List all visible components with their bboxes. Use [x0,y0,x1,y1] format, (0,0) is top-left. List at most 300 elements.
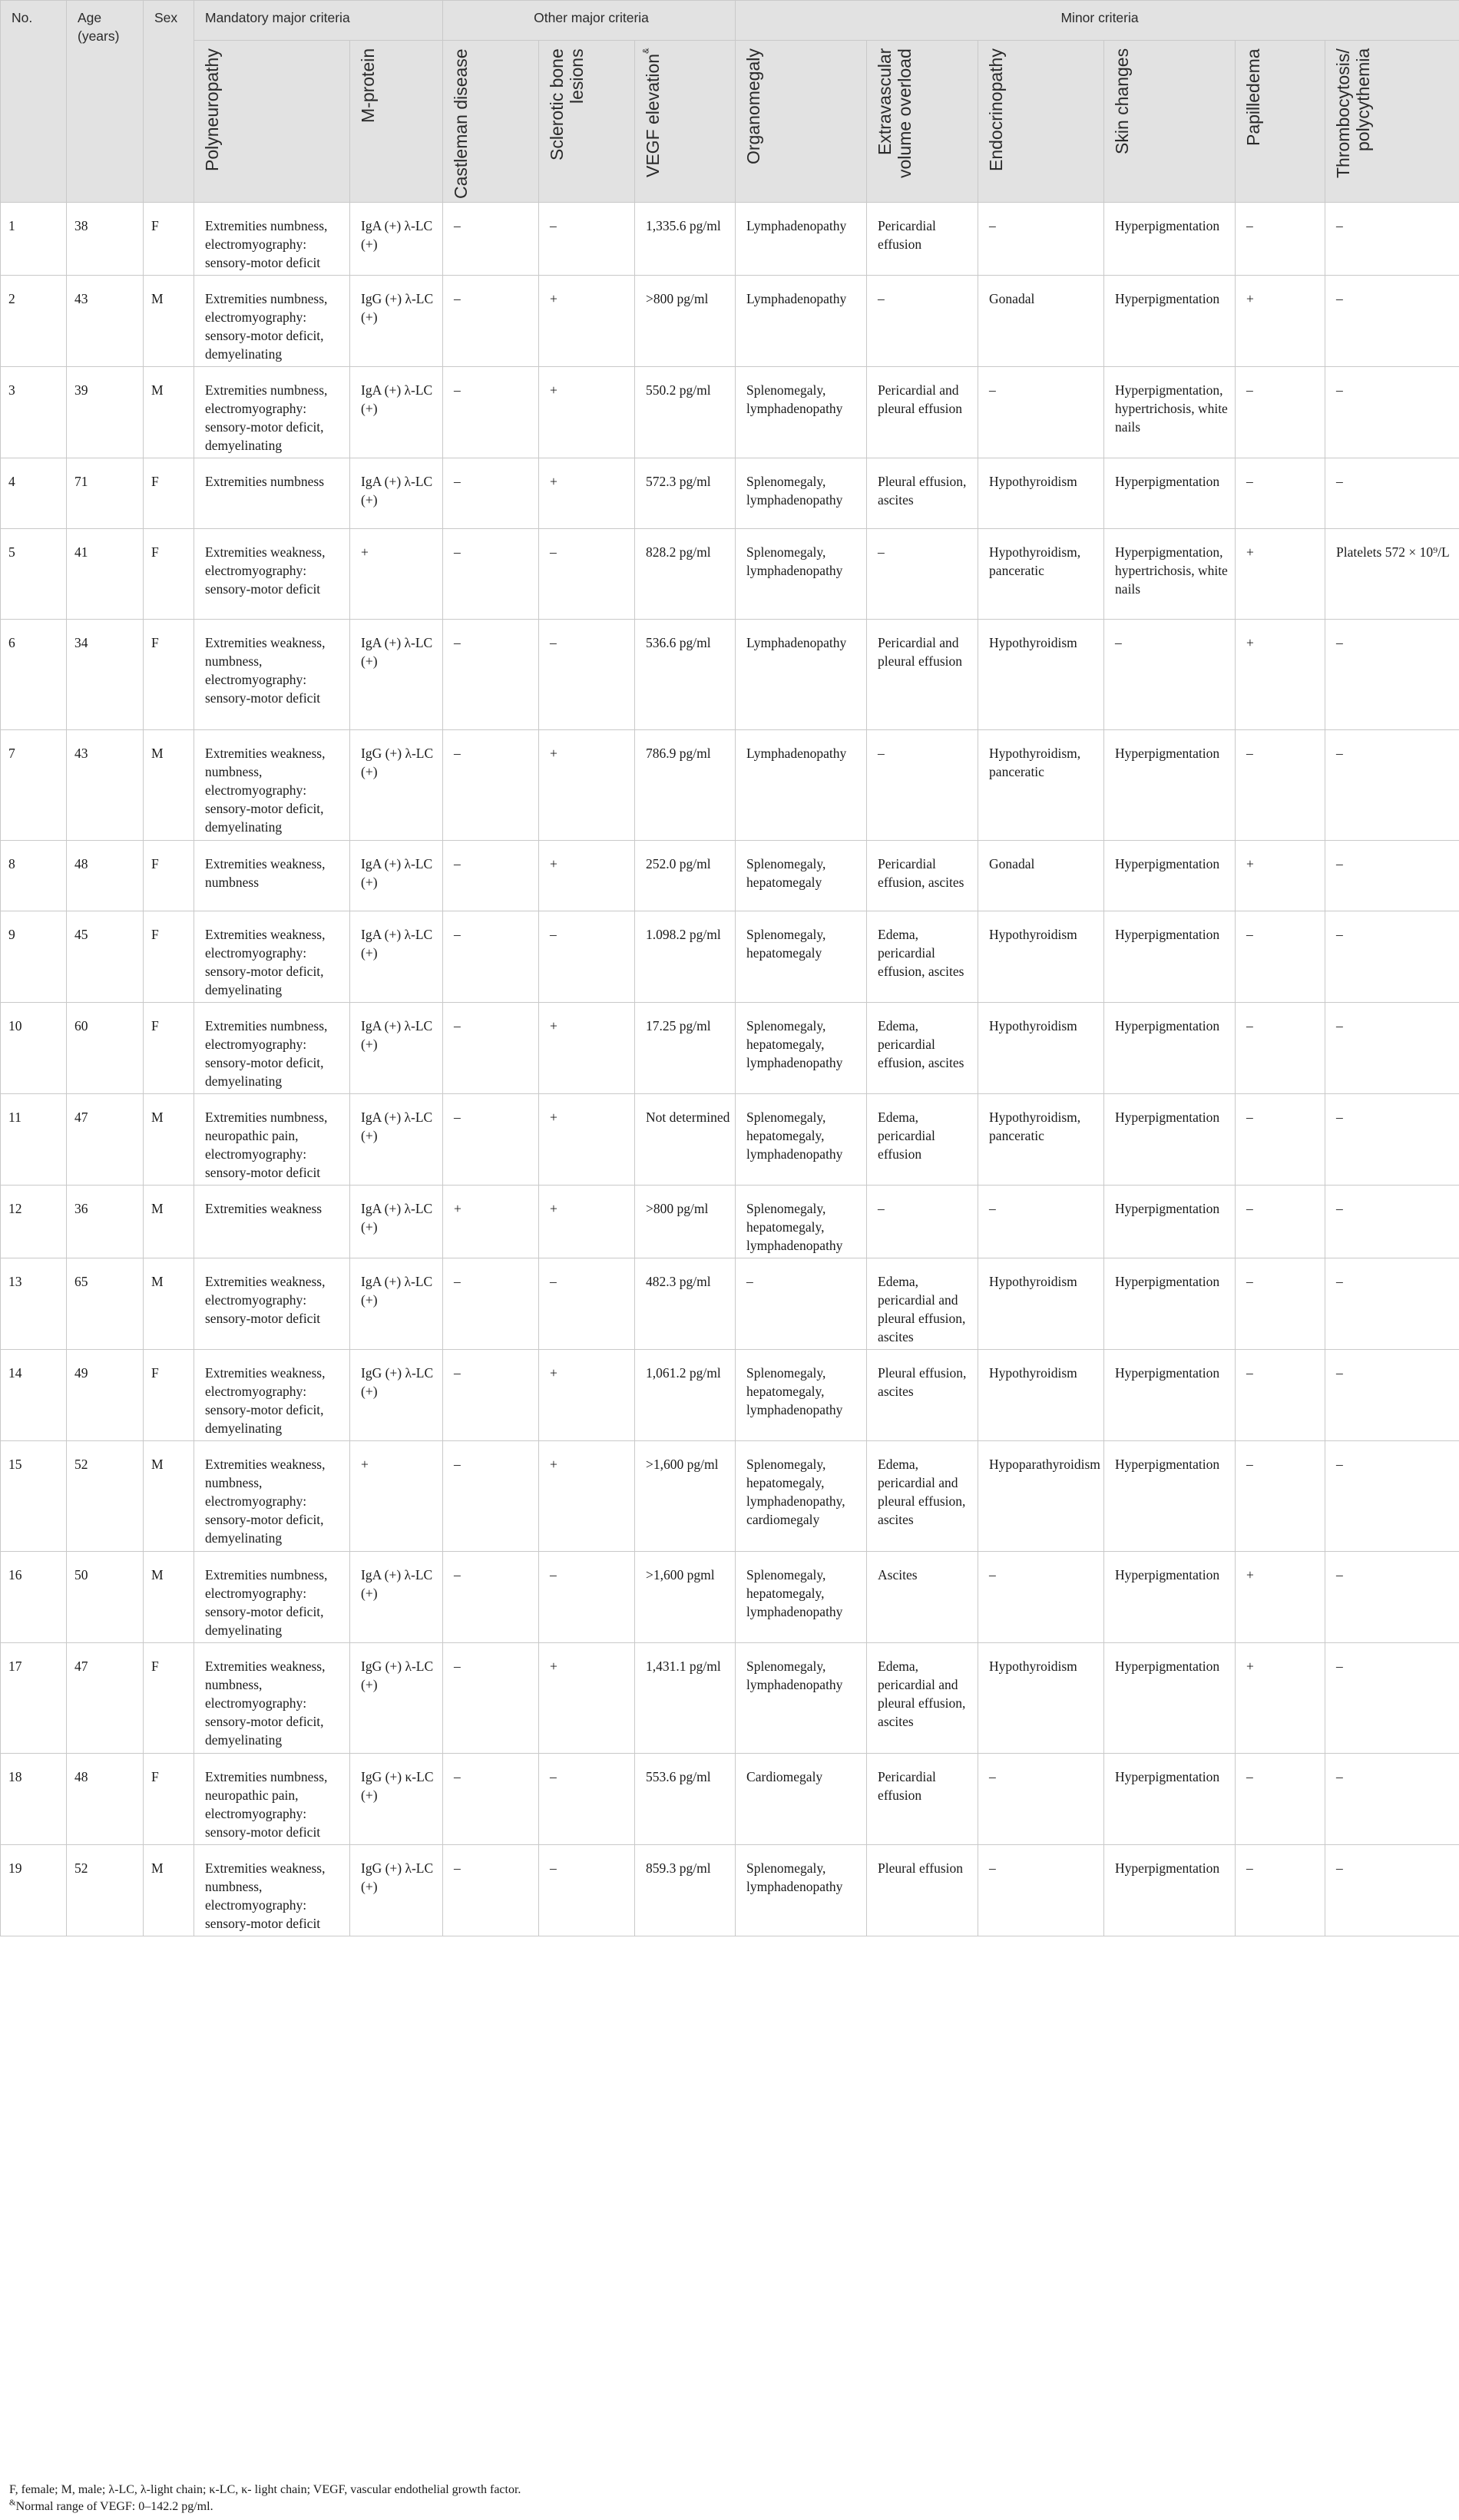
footnote-vegf: &Normal range of VEGF: 0–142.2 pg/ml. [9,2498,213,2513]
cell-sclerotic: – [539,529,635,620]
header-thrombocytosis: Thrombocytosis/ polycythemia [1325,41,1459,203]
cell-skin-changes: Hyperpigmentation [1104,1003,1236,1094]
cell-vegf: 17.25 pg/ml [635,1003,736,1094]
cell-polyneuropathy: Extremities weakness, numbness, electromyography: sensory-motor deficit, demyelinating [194,730,350,841]
cell-endocrinopathy: Hypothyroidism [978,1003,1104,1094]
cell-no: 6 [1,620,67,730]
cell-castleman: – [443,911,539,1003]
cell-sclerotic: – [539,1552,635,1643]
cell-no: 14 [1,1350,67,1441]
cell-m-protein: IgA (+) λ-LC (+) [350,1003,443,1094]
cell-castleman: – [443,1441,539,1552]
cell-castleman: – [443,730,539,841]
cell-extravascular: Pericardial and pleural effusion [867,620,978,730]
table-row [1,458,1459,529]
cell-endocrinopathy: – [978,1754,1104,1845]
cell-skin-changes: Hyperpigmentation, hypertrichosis, white nails [1104,367,1236,458]
cell-no: 2 [1,276,67,367]
cell-sex: F [144,1350,194,1441]
cell-organomegaly: Lymphadenopathy [736,203,867,276]
cell-thrombocytosis: – [1325,1441,1459,1552]
cell-sclerotic: – [539,911,635,1003]
cell-sex: F [144,1754,194,1845]
header-m-protein: M-protein [350,41,443,203]
cell-age: 52 [67,1845,144,1936]
cell-m-protein: IgA (+) λ-LC (+) [350,1258,443,1350]
cell-thrombocytosis: – [1325,1754,1459,1845]
cell-castleman: – [443,1094,539,1186]
cell-polyneuropathy: Extremities weakness, electromyography: sensory-motor deficit [194,1258,350,1350]
cell-polyneuropathy: Extremities numbness, electromyography: sensory-motor deficit [194,203,350,276]
cell-castleman: – [443,1643,539,1754]
table-row [1,1643,1459,1754]
cell-m-protein: IgG (+) λ-LC (+) [350,1643,443,1754]
cell-no: 7 [1,730,67,841]
cell-papilledema: – [1236,1258,1325,1350]
table-row [1,1754,1459,1845]
cell-endocrinopathy: – [978,367,1104,458]
cell-sclerotic: + [539,1094,635,1186]
cell-endocrinopathy: Hypothyroidism [978,1350,1104,1441]
cell-skin-changes: Hyperpigmentation [1104,841,1236,911]
cell-skin-changes: Hyperpigmentation, hypertrichosis, white nails [1104,529,1236,620]
cell-endocrinopathy: Gonadal [978,841,1104,911]
cell-vegf: 550.2 pg/ml [635,367,736,458]
cell-vegf: 1.098.2 pg/ml [635,911,736,1003]
cell-vegf: 1,335.6 pg/ml [635,203,736,276]
cell-castleman: – [443,841,539,911]
cell-endocrinopathy: Hypothyroidism [978,1643,1104,1754]
cell-skin-changes: Hyperpigmentation [1104,1552,1236,1643]
cell-vegf: >1,600 pgml [635,1552,736,1643]
cell-sex: M [144,1441,194,1552]
table-row [1,730,1459,841]
table-row [1,1845,1459,1936]
cell-no: 11 [1,1094,67,1186]
cell-polyneuropathy: Extremities numbness, neuropathic pain, electromyography: sensory-motor deficit [194,1094,350,1186]
table-row [1,911,1459,1003]
cell-castleman: – [443,1350,539,1441]
cell-sclerotic: – [539,620,635,730]
footnotes [9,2482,521,2515]
cell-papilledema: – [1236,1094,1325,1186]
cell-m-protein: IgA (+) λ-LC (+) [350,911,443,1003]
header-papilledema: Papilledema [1236,41,1325,203]
cell-papilledema: + [1236,1552,1325,1643]
cell-sclerotic: – [539,1845,635,1936]
cell-papilledema: – [1236,730,1325,841]
cell-sclerotic: – [539,1754,635,1845]
cell-castleman: – [443,529,539,620]
cell-age: 47 [67,1094,144,1186]
cell-papilledema: – [1236,1350,1325,1441]
cell-polyneuropathy: Extremities numbness, electromyography: sensory-motor deficit, demyelinating [194,1003,350,1094]
cell-vegf: 553.6 pg/ml [635,1754,736,1845]
cell-thrombocytosis: – [1325,1094,1459,1186]
table-row [1,529,1459,620]
cell-m-protein: IgA (+) λ-LC (+) [350,203,443,276]
cell-papilledema: + [1236,276,1325,367]
cell-sclerotic: + [539,458,635,529]
cell-extravascular: Pericardial effusion [867,1754,978,1845]
cell-endocrinopathy: – [978,1186,1104,1258]
cell-polyneuropathy: Extremities weakness, numbness, electromyography: sensory-motor deficit [194,620,350,730]
cell-papilledema: + [1236,841,1325,911]
cell-papilledema: – [1236,1845,1325,1936]
cell-castleman: – [443,276,539,367]
cell-endocrinopathy: Hypothyroidism [978,1258,1104,1350]
cell-age: 45 [67,911,144,1003]
cell-organomegaly: Splenomegaly, hepatomegaly, lymphadenopathy [736,1350,867,1441]
cell-extravascular: Pleural effusion, ascites [867,458,978,529]
cell-polyneuropathy: Extremities numbness, electromyography: sensory-motor deficit, demyelinating [194,276,350,367]
cell-m-protein: IgA (+) λ-LC (+) [350,1552,443,1643]
cell-skin-changes: Hyperpigmentation [1104,1754,1236,1845]
cell-polyneuropathy: Extremities weakness, numbness, electromyography: sensory-motor deficit, demyelinating [194,1441,350,1552]
cell-m-protein: IgG (+) λ-LC (+) [350,1350,443,1441]
table-row [1,1094,1459,1186]
cell-organomegaly: Splenomegaly, hepatomegaly, lymphadenopathy [736,1552,867,1643]
cell-extravascular: Pericardial and pleural effusion [867,367,978,458]
cell-castleman: – [443,458,539,529]
cell-skin-changes: Hyperpigmentation [1104,1258,1236,1350]
cell-papilledema: – [1236,1754,1325,1845]
cell-thrombocytosis: Platelets 572 × 10⁹/L [1325,529,1459,620]
cell-endocrinopathy: Hypothyroidism, panceratic [978,529,1104,620]
cell-age: 60 [67,1003,144,1094]
cell-papilledema: + [1236,620,1325,730]
cell-extravascular: Pericardial effusion [867,203,978,276]
cell-skin-changes: Hyperpigmentation [1104,276,1236,367]
cell-age: 48 [67,1754,144,1845]
cell-age: 38 [67,203,144,276]
cell-sex: F [144,620,194,730]
cell-thrombocytosis: – [1325,1552,1459,1643]
cell-thrombocytosis: – [1325,276,1459,367]
cell-vegf: 536.6 pg/ml [635,620,736,730]
cell-castleman: – [443,620,539,730]
cell-extravascular: Edema, pericardial effusion [867,1094,978,1186]
cell-sex: M [144,730,194,841]
table-row [1,841,1459,911]
cell-papilledema: – [1236,203,1325,276]
cell-vegf: >800 pg/ml [635,1186,736,1258]
cell-papilledema: – [1236,1441,1325,1552]
cell-polyneuropathy: Extremities weakness, numbness, electromyography: sensory-motor deficit [194,1845,350,1936]
cell-skin-changes: Hyperpigmentation [1104,1643,1236,1754]
cell-sclerotic: + [539,1350,635,1441]
cell-age: 52 [67,1441,144,1552]
cell-vegf: 252.0 pg/ml [635,841,736,911]
cell-polyneuropathy: Extremities weakness [194,1186,350,1258]
header-sex: Sex [144,1,194,203]
table-row [1,1186,1459,1258]
cell-thrombocytosis: – [1325,203,1459,276]
cell-extravascular: Pleural effusion, ascites [867,1350,978,1441]
cell-thrombocytosis: – [1325,1003,1459,1094]
header-organomegaly: Organomegaly [736,41,867,203]
cell-organomegaly: Splenomegaly, hepatomegaly, lymphadenopathy [736,1094,867,1186]
cell-organomegaly: Splenomegaly, hepatomegaly, lymphadenopathy [736,1186,867,1258]
cell-skin-changes: Hyperpigmentation [1104,1845,1236,1936]
cell-papilledema: – [1236,367,1325,458]
cell-m-protein: IgA (+) λ-LC (+) [350,367,443,458]
cell-organomegaly: Splenomegaly, hepatomegaly [736,911,867,1003]
cell-castleman: – [443,1003,539,1094]
cell-organomegaly: Lymphadenopathy [736,276,867,367]
cell-vegf: 1,061.2 pg/ml [635,1350,736,1441]
cell-endocrinopathy: – [978,1552,1104,1643]
cell-skin-changes: Hyperpigmentation [1104,1094,1236,1186]
cell-vegf: 572.3 pg/ml [635,458,736,529]
cell-polyneuropathy: Extremities weakness, numbness [194,841,350,911]
header-no: No. [1,1,67,203]
header-castleman: Castleman disease [443,41,539,203]
cell-sclerotic: – [539,203,635,276]
cell-papilledema: – [1236,911,1325,1003]
cell-endocrinopathy: – [978,1845,1104,1936]
cell-extravascular: Edema, pericardial effusion, ascites [867,911,978,1003]
cell-sclerotic: + [539,841,635,911]
table-row [1,276,1459,367]
cell-organomegaly: Splenomegaly, lymphadenopathy [736,458,867,529]
cell-extravascular: Pericardial effusion, ascites [867,841,978,911]
cell-papilledema: + [1236,1643,1325,1754]
cell-papilledema: + [1236,529,1325,620]
cell-extravascular: Edema, pericardial and pleural effusion, ascites [867,1643,978,1754]
cell-age: 50 [67,1552,144,1643]
cell-extravascular: Pleural effusion [867,1845,978,1936]
table-row [1,620,1459,730]
cell-sex: F [144,203,194,276]
cell-no: 5 [1,529,67,620]
cell-m-protein: IgG (+) λ-LC (+) [350,730,443,841]
cell-no: 18 [1,1754,67,1845]
header-group-mandatory: Mandatory major criteria [194,1,443,41]
cell-polyneuropathy: Extremities numbness [194,458,350,529]
cell-polyneuropathy: Extremities weakness, numbness, electromyography: sensory-motor deficit, demyelinating [194,1643,350,1754]
cell-skin-changes: Hyperpigmentation [1104,458,1236,529]
cell-m-protein: + [350,529,443,620]
cell-organomegaly: – [736,1258,867,1350]
cell-vegf: >800 pg/ml [635,276,736,367]
cell-endocrinopathy: Hypothyroidism, panceratic [978,730,1104,841]
cell-age: 49 [67,1350,144,1441]
cell-papilledema: – [1236,1186,1325,1258]
cell-endocrinopathy: Gonadal [978,276,1104,367]
cell-vegf: 828.2 pg/ml [635,529,736,620]
table-row [1,1258,1459,1350]
cell-organomegaly: Splenomegaly, hepatomegaly, lymphadenopathy, cardiomegaly [736,1441,867,1552]
cell-sex: M [144,1845,194,1936]
cell-skin-changes: Hyperpigmentation [1104,1441,1236,1552]
table-row [1,1350,1459,1441]
table-body [1,203,1459,1936]
cell-castleman: – [443,1754,539,1845]
cell-papilledema: – [1236,458,1325,529]
cell-organomegaly: Splenomegaly, lymphadenopathy [736,367,867,458]
cell-papilledema: – [1236,1003,1325,1094]
header-group-minor: Minor criteria [736,1,1459,41]
cell-no: 1 [1,203,67,276]
cell-age: 43 [67,730,144,841]
cell-extravascular: Edema, pericardial effusion, ascites [867,1003,978,1094]
cell-extravascular: Edema, pericardial and pleural effusion, ascites [867,1441,978,1552]
cell-no: 17 [1,1643,67,1754]
cell-vegf: 1,431.1 pg/ml [635,1643,736,1754]
cell-sex: M [144,1186,194,1258]
cell-age: 43 [67,276,144,367]
cell-endocrinopathy: Hypothyroidism [978,620,1104,730]
cell-sex: M [144,1552,194,1643]
cell-skin-changes: – [1104,620,1236,730]
cell-no: 3 [1,367,67,458]
cell-no: 8 [1,841,67,911]
cell-no: 13 [1,1258,67,1350]
cell-polyneuropathy: Extremities weakness, electromyography: sensory-motor deficit, demyelinating [194,1350,350,1441]
cell-organomegaly: Splenomegaly, lymphadenopathy [736,529,867,620]
header-extravascular: Extravascular volume overload [867,41,978,203]
cell-skin-changes: Hyperpigmentation [1104,203,1236,276]
cell-skin-changes: Hyperpigmentation [1104,911,1236,1003]
cell-vegf: Not determined [635,1094,736,1186]
cell-castleman: – [443,367,539,458]
cell-castleman: – [443,1258,539,1350]
cell-age: 34 [67,620,144,730]
cell-sex: M [144,367,194,458]
cell-sex: F [144,529,194,620]
cell-vegf: 859.3 pg/ml [635,1845,736,1936]
cell-m-protein: IgG (+) κ-LC (+) [350,1754,443,1845]
cell-sex: M [144,1258,194,1350]
cell-m-protein: + [350,1441,443,1552]
cell-sclerotic: + [539,276,635,367]
cell-sex: F [144,911,194,1003]
cell-age: 65 [67,1258,144,1350]
cell-extravascular: – [867,730,978,841]
cell-age: 47 [67,1643,144,1754]
cell-endocrinopathy: Hypothyroidism, panceratic [978,1094,1104,1186]
cell-m-protein: IgA (+) λ-LC (+) [350,1094,443,1186]
table-row [1,1003,1459,1094]
cell-sclerotic: + [539,730,635,841]
vegf-footnote-mark: & [641,48,651,55]
cell-castleman: – [443,1552,539,1643]
cell-age: 36 [67,1186,144,1258]
table-row [1,367,1459,458]
cell-organomegaly: Splenomegaly, lymphadenopathy [736,1845,867,1936]
table-row [1,1441,1459,1552]
cell-organomegaly: Splenomegaly, hepatomegaly, lymphadenopathy [736,1003,867,1094]
cell-sclerotic: – [539,1258,635,1350]
table-row [1,1552,1459,1643]
cell-m-protein: IgA (+) λ-LC (+) [350,841,443,911]
cell-organomegaly: Lymphadenopathy [736,730,867,841]
cell-castleman: + [443,1186,539,1258]
cell-sclerotic: + [539,1643,635,1754]
cell-thrombocytosis: – [1325,458,1459,529]
cell-organomegaly: Cardiomegaly [736,1754,867,1845]
cell-polyneuropathy: Extremities weakness, electromyography: sensory-motor deficit [194,529,350,620]
cell-m-protein: IgA (+) λ-LC (+) [350,1186,443,1258]
header-skin: Skin changes [1104,41,1236,203]
cell-endocrinopathy: Hypoparathyroidism [978,1441,1104,1552]
cell-thrombocytosis: – [1325,911,1459,1003]
cell-sex: F [144,841,194,911]
cell-skin-changes: Hyperpigmentation [1104,1186,1236,1258]
cell-vegf: 786.9 pg/ml [635,730,736,841]
cell-skin-changes: Hyperpigmentation [1104,730,1236,841]
cell-endocrinopathy: – [978,203,1104,276]
cell-sex: F [144,458,194,529]
cell-endocrinopathy: Hypothyroidism [978,911,1104,1003]
cell-extravascular: – [867,1186,978,1258]
header-sclerotic: Sclerotic bone lesions [539,41,635,203]
cell-m-protein: IgA (+) λ-LC (+) [350,458,443,529]
cell-polyneuropathy: Extremities weakness, electromyography: sensory-motor deficit, demyelinating [194,911,350,1003]
cell-thrombocytosis: – [1325,1350,1459,1441]
header-age: Age (years) [67,1,144,203]
cell-age: 39 [67,367,144,458]
cell-no: 12 [1,1186,67,1258]
cell-sex: M [144,1094,194,1186]
cell-vegf: >1,600 pg/ml [635,1441,736,1552]
cell-thrombocytosis: – [1325,1643,1459,1754]
cell-sclerotic: + [539,1441,635,1552]
header-endocrinopathy: Endocrinopathy [978,41,1104,203]
cell-vegf: 482.3 pg/ml [635,1258,736,1350]
cell-thrombocytosis: – [1325,730,1459,841]
cell-m-protein: IgG (+) λ-LC (+) [350,1845,443,1936]
cell-sclerotic: + [539,367,635,458]
table-row [1,203,1459,276]
cell-age: 71 [67,458,144,529]
cell-age: 41 [67,529,144,620]
cell-m-protein: IgG (+) λ-LC (+) [350,276,443,367]
header-polyneuropathy: Polyneuropathy [194,41,350,203]
cell-skin-changes: Hyperpigmentation [1104,1350,1236,1441]
cell-extravascular: Ascites [867,1552,978,1643]
cell-organomegaly: Splenomegaly, lymphadenopathy [736,1643,867,1754]
cell-organomegaly: Splenomegaly, hepatomegaly [736,841,867,911]
header-group-other: Other major criteria [443,1,736,41]
footnote-abbreviations: F, female; M, male; λ-LC, λ-light chain; κ-LC, κ- light chain; VEGF, vascular endothelial growth factor. [9,2483,521,2496]
cell-sex: F [144,1003,194,1094]
cell-no: 10 [1,1003,67,1094]
cell-no: 4 [1,458,67,529]
cell-sex: F [144,1643,194,1754]
cell-no: 9 [1,911,67,1003]
cell-organomegaly: Lymphadenopathy [736,620,867,730]
cell-thrombocytosis: – [1325,620,1459,730]
cell-castleman: – [443,203,539,276]
cell-sex: M [144,276,194,367]
cell-thrombocytosis: – [1325,367,1459,458]
cell-thrombocytosis: – [1325,841,1459,911]
cell-polyneuropathy: Extremities numbness, electromyography: sensory-motor deficit, demyelinating [194,1552,350,1643]
cell-sclerotic: + [539,1186,635,1258]
cell-sclerotic: + [539,1003,635,1094]
cell-age: 48 [67,841,144,911]
header-vegf: VEGF elevation& [635,41,736,203]
cell-m-protein: IgA (+) λ-LC (+) [350,620,443,730]
cell-thrombocytosis: – [1325,1186,1459,1258]
cell-extravascular: – [867,529,978,620]
cell-no: 16 [1,1552,67,1643]
cell-no: 19 [1,1845,67,1936]
cell-extravascular: – [867,276,978,367]
cell-endocrinopathy: Hypothyroidism [978,458,1104,529]
